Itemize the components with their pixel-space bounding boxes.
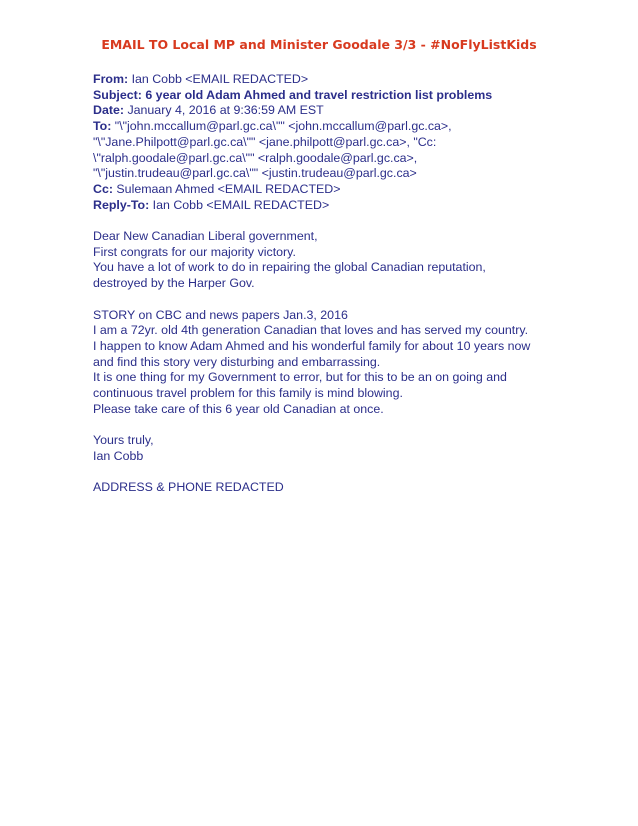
- replyto-label: Reply-To:: [93, 197, 150, 212]
- subject-value: 6 year old Adam Ahmed and travel restriction list problems: [145, 87, 493, 102]
- date-value: January 4, 2016 at 9:36:59 AM EST: [127, 103, 324, 118]
- date-label: Date:: [93, 103, 124, 118]
- signature-name: Ian Cobb: [93, 448, 144, 463]
- from-value: Ian Cobb <EMAIL REDACTED>: [131, 72, 309, 86]
- replyto-value: Ian Cobb <EMAIL REDACTED>: [152, 197, 330, 212]
- from-label: From:: [93, 72, 129, 86]
- body-line: STORY on CBC and news papers Jan.3, 2016: [93, 307, 348, 322]
- page-title: EMAIL TO Local MP and Minister Goodale 3/3 - #NoFlyListKids: [101, 37, 537, 52]
- to-line: "\"justin.trudeau@parl.gc.ca\"" <justin.trudeau@parl.gc.ca>: [93, 166, 417, 181]
- body-line: continuous travel problem for this family is mind blowing.: [93, 386, 403, 401]
- subject-line: [93, 88, 563, 104]
- body-line: Dear New Canadian Liberal government,: [93, 229, 318, 244]
- cc-value: Sulemaan Ahmed <EMAIL REDACTED>: [116, 181, 341, 196]
- body-line: I am a 72yr. old 4th generation Canadian that loves and has served my country.: [93, 323, 529, 338]
- closing-line: Yours truly,: [93, 433, 154, 448]
- cc-line: [93, 182, 563, 198]
- cc-label: Cc:: [93, 181, 113, 196]
- spacer: [93, 213, 563, 229]
- to-label: To:: [93, 119, 112, 134]
- to-line: "\"Jane.Philpott@parl.gc.ca\"" <jane.philpott@parl.gc.ca>, "Cc:: [93, 134, 437, 149]
- email-document: [93, 72, 563, 496]
- body-line: and find this story very disturbing and embarrassing.: [93, 354, 381, 369]
- body-line: It is one thing for my Government to error, but for this to be an on going and: [93, 370, 507, 385]
- footer-redacted: ADDRESS & PHONE REDACTED: [93, 480, 284, 495]
- to-line: \"ralph.goodale@parl.gc.ca\"" <ralph.goodale@parl.gc.ca>,: [93, 150, 418, 165]
- subject-label: Subject:: [93, 87, 142, 102]
- body-line: I happen to know Adam Ahmed and his wonderful family for about 10 years now: [93, 338, 531, 353]
- spacer: [93, 417, 563, 433]
- body-line: destroyed by the Harper Gov.: [93, 276, 255, 291]
- date-line: [93, 103, 563, 119]
- replyto-line: [93, 198, 563, 214]
- from-line: [93, 72, 563, 88]
- body-line: You have a lot of work to do in repairing the global Canadian reputation,: [93, 260, 486, 275]
- to-recipient: "\"john.mccallum@parl.gc.ca\"" <john.mccallum@parl.gc.ca>,: [114, 119, 452, 134]
- body-line: First congrats for our majority victory.: [93, 244, 296, 259]
- body-line: Please take care of this 6 year old Canadian at once.: [93, 401, 384, 416]
- spacer: [93, 465, 563, 481]
- to-line: [93, 119, 563, 135]
- spacer: [93, 292, 563, 308]
